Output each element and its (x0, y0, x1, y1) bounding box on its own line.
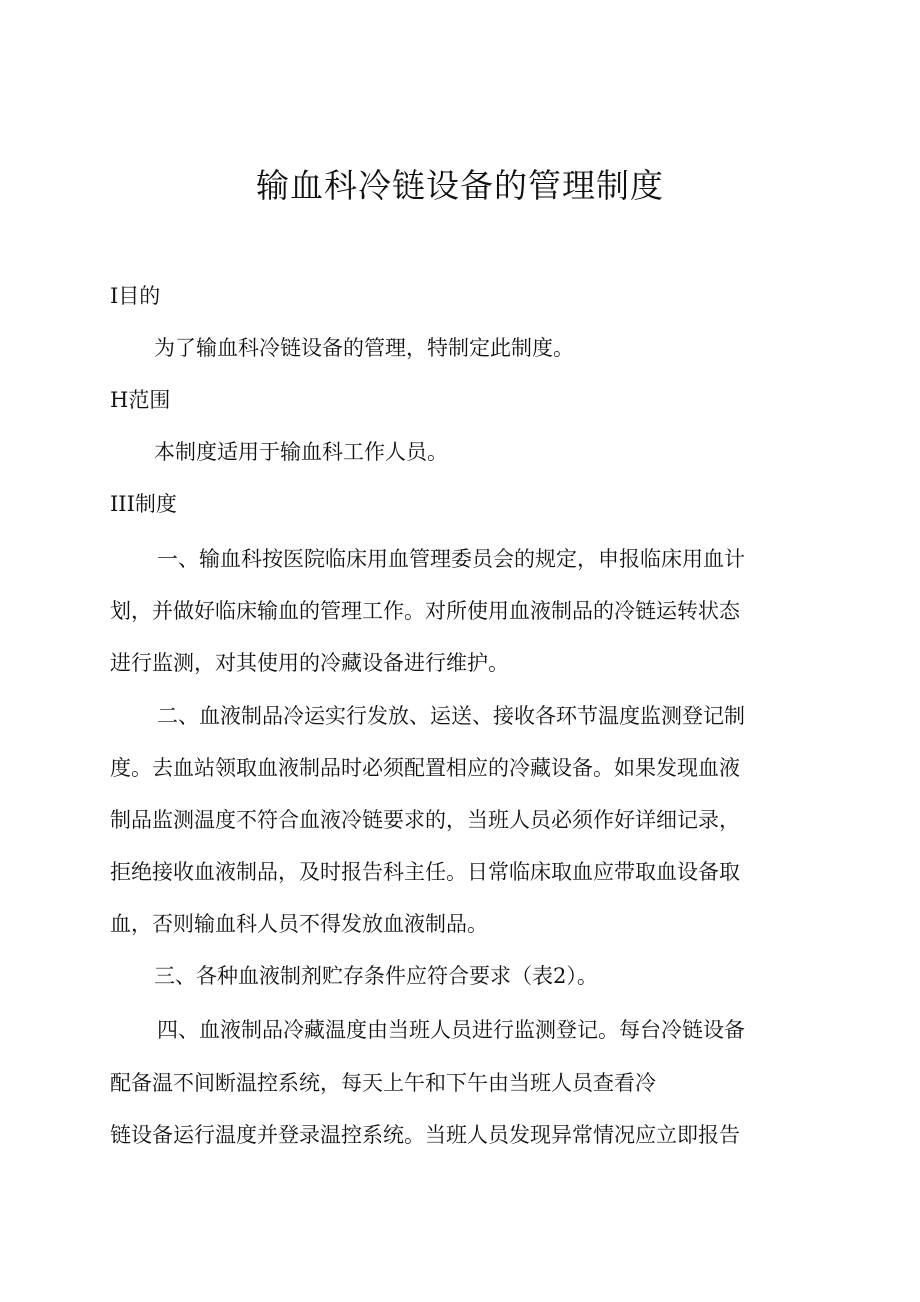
section-heading-purpose: I目的 (110, 284, 161, 308)
scope-text: 本制度适用于输血科工作人员。 (154, 440, 448, 464)
policy-paragraph-2-line-5: 血，否则输血科人员不得发放血液制品。 (110, 912, 488, 936)
document-title: 输血科冷链设备的管理制度 (256, 166, 664, 205)
policy-paragraph-3-line-1: 三、各种血液制剂贮存条件应符合要求（表2）。 (154, 964, 598, 988)
section-heading-policy: III制度 (110, 492, 177, 516)
policy-paragraph-2-line-1: 二、血液制品冷运实行发放、运送、接收各环节温度监测登记制 (157, 704, 745, 728)
policy-paragraph-2-line-2: 度。去血站领取血液制品时必须配置相应的冷藏设备。如果发现血液 (110, 756, 740, 780)
policy-paragraph-1-line-1: 一、输血科按医院临床用血管理委员会的规定，申报临床用血计 (157, 547, 745, 571)
policy-paragraph-2-line-4: 拒绝接收血液制品，及时报告科主任。日常临床取血应带取血设备取 (110, 860, 740, 884)
policy-paragraph-4-line-2: 配备温不间断温控系统，每天上午和下午由当班人员查看冷 (110, 1071, 656, 1095)
policy-paragraph-1-line-2: 划，并做好临床输血的管理工作。对所使用血液制品的冷链运转状态 (110, 599, 740, 623)
purpose-text: 为了输血科冷链设备的管理，特制定此制度。 (154, 336, 574, 360)
policy-paragraph-2-line-3: 制品监测温度不符合血液冷链要求的，当班人员必须作好详细记录， (110, 808, 740, 832)
section-heading-scope: H范围 (110, 388, 171, 412)
policy-paragraph-1-line-3: 进行监测，对其使用的冷藏设备进行维护。 (110, 651, 509, 675)
policy-paragraph-4-line-3: 链设备运行温度并登录温控系统。当班人员发现异常情况应立即报告 (110, 1123, 740, 1147)
policy-paragraph-4-line-1: 四、血液制品冷藏温度由当班人员进行监测登记。每台冷链设备 (157, 1018, 745, 1042)
